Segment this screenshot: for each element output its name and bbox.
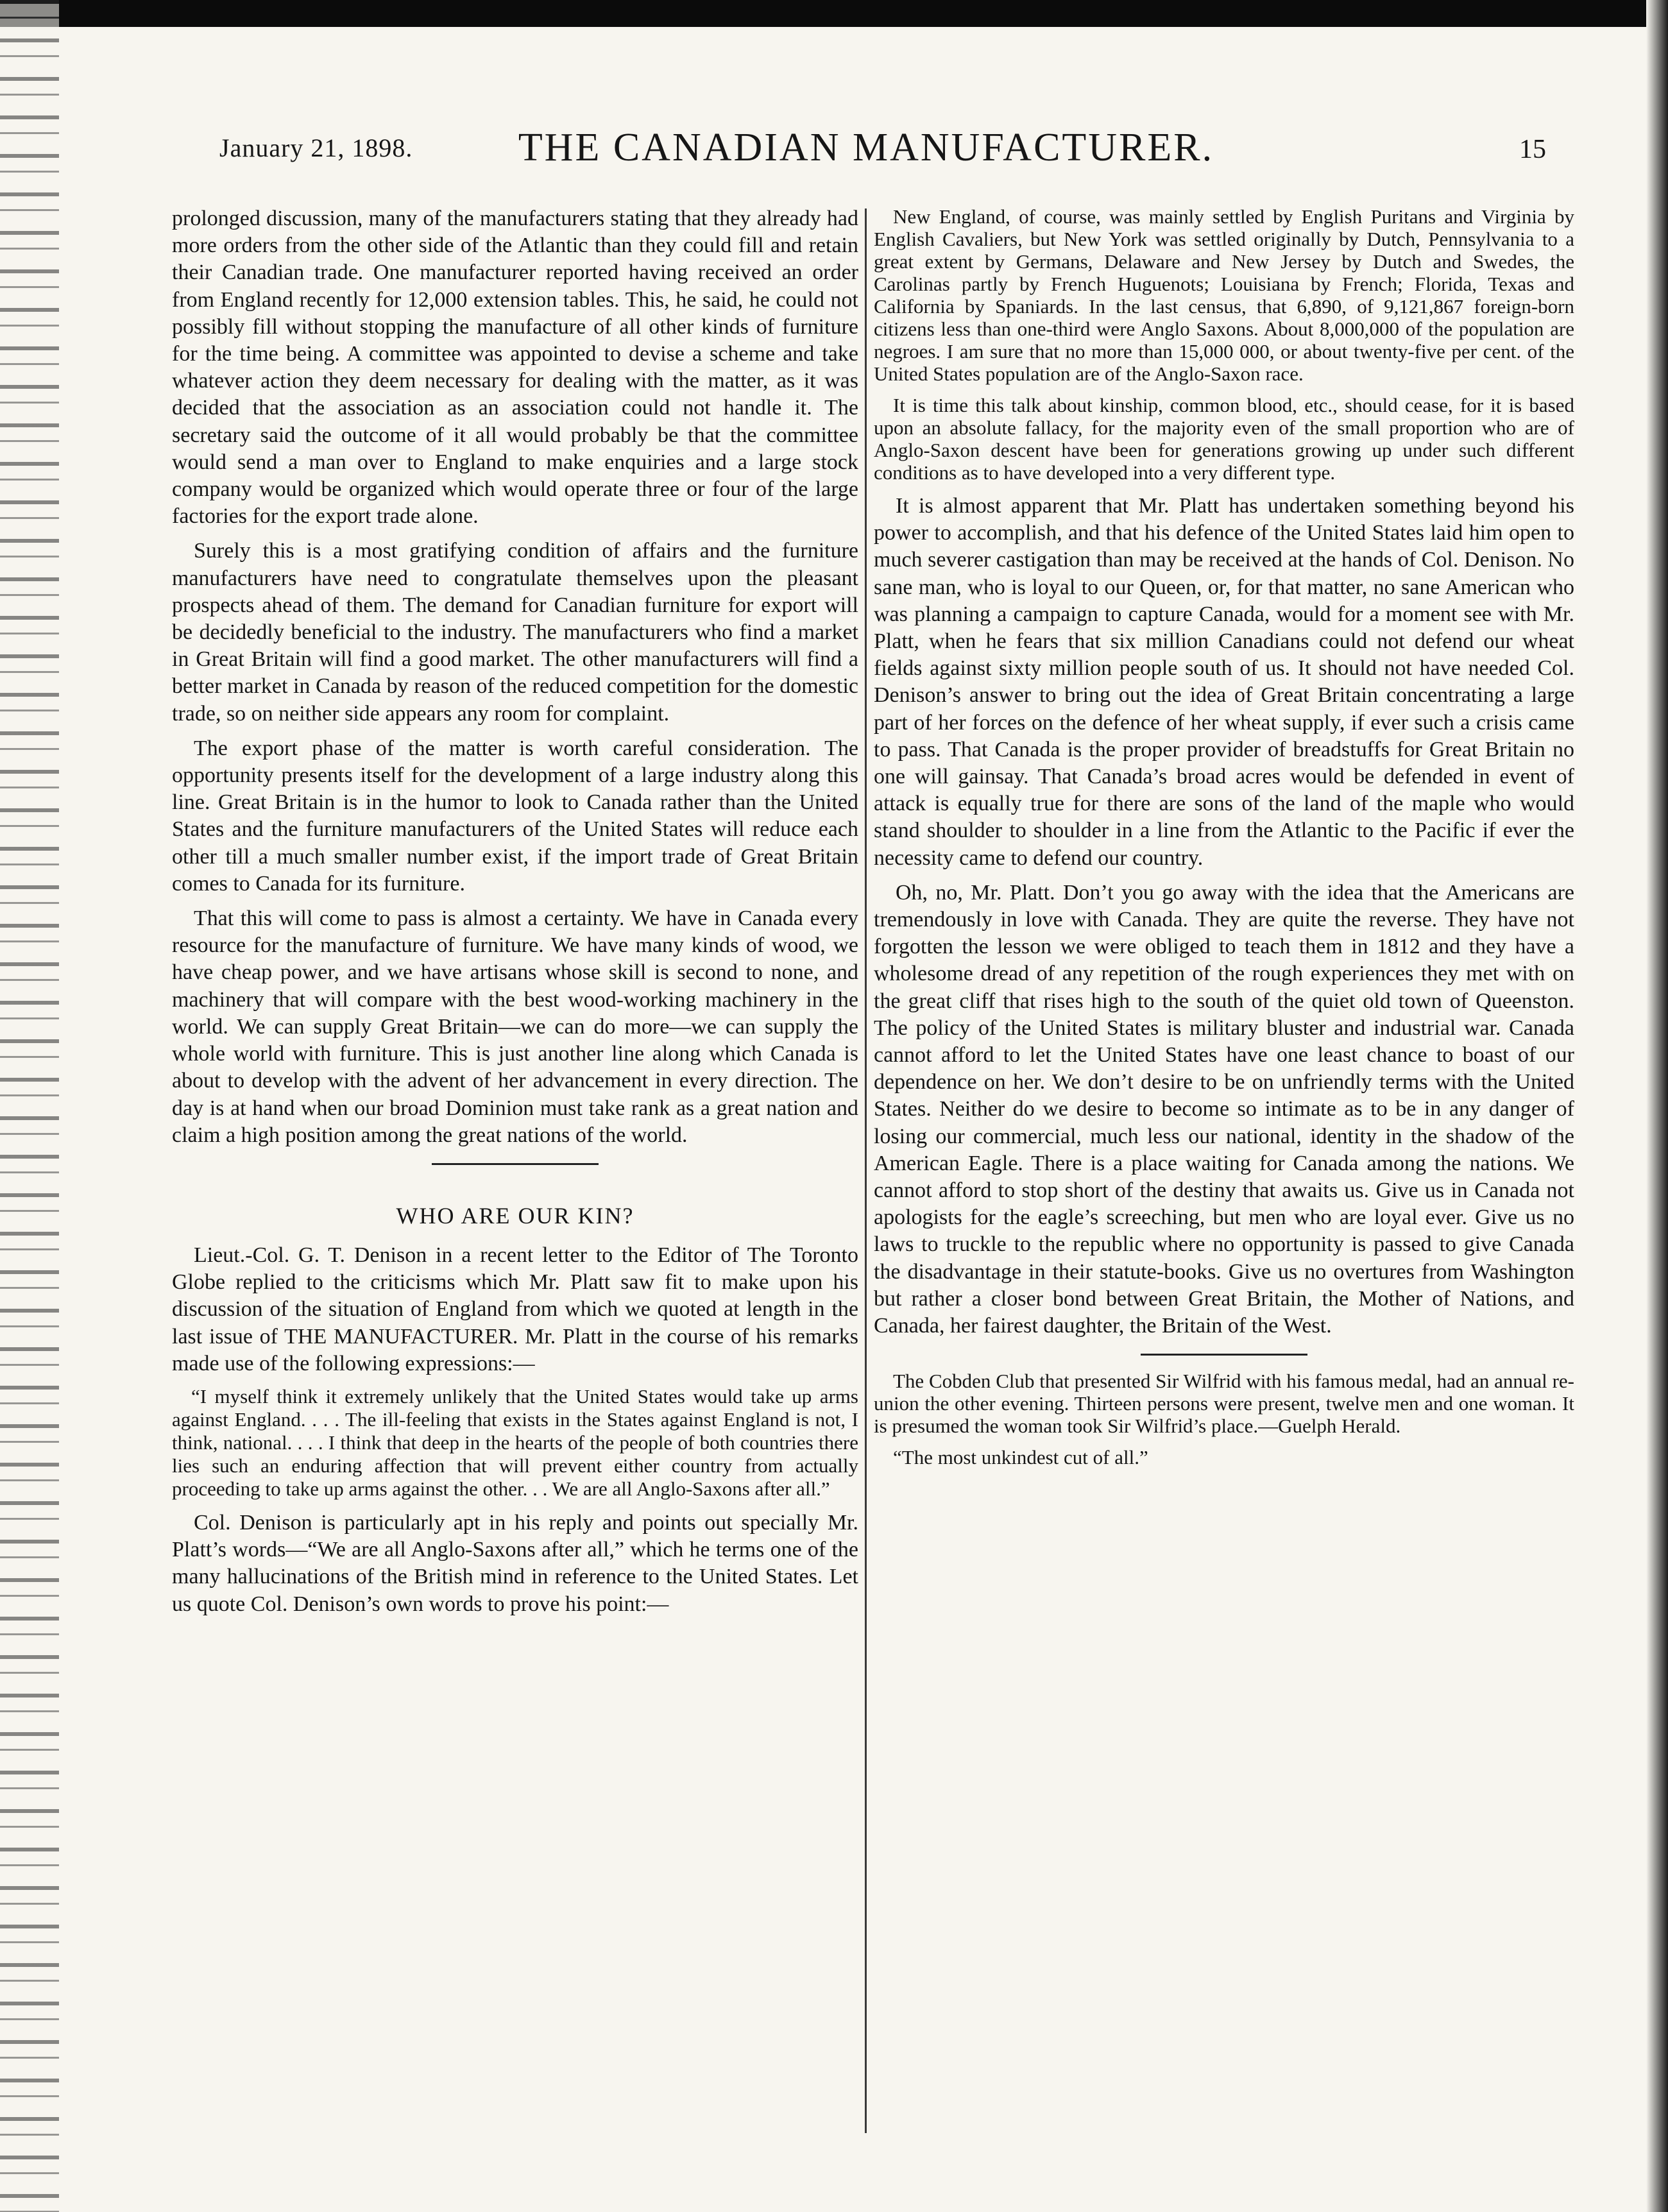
- news-item-quote: “The most unkindest cut of all.”: [893, 1446, 1148, 1469]
- news-item: The Cobden Club that presented Sir Wilfrid with his famous medal, had an annual re-union the other evening. Thirteen persons were present, twelve men and one woman. It is presumed the woman took Sir Wilfrid’s place.—Guelph Herald.: [874, 1370, 1574, 1438]
- publication-title: THE CANADIAN MANUFACTURER.: [518, 126, 1214, 169]
- article-headline: WHO ARE OUR KIN?: [396, 1202, 634, 1229]
- paragraph: Oh, no, Mr. Platt. Don’t you go away with the idea that the Americans are tremendously in love with Canada. They are quite the reverse. They have not forgotten the lesson we were obliged to teach them in 1812 and they have a wholesome dread of any repetition of the rough experiences they met with on the great cliff that rises high to the south of the quiet old town of Queenston. The policy of the United States is military bluster and industrial war. Canada cannot afford to let the United States have one least chance to boast of our dependence on her. We don’t desire to be on unfriendly terms with the United States. Neither do we desire to become so intimate as to be in any danger of losing our commercial, much less our national, identity in the shadow of the American Eagle. There is a place waiting for Canada among the nations. We cannot afford to stop short of the destiny that awaits us. Give us in Canada not apologists for the eagle’s screeching, but men who are loyal ever. Give us no laws to truckle to the republic where no opportunity is passed to give Canada the disadvantage in their statute-books. Give us no overtures from Washington but rather a closer bond between Great Britain, the Mother of Nations, and Canada, her fairest daughter, the Britain of the West.: [874, 880, 1574, 1338]
- quoted-paragraph: New England, of course, was mainly settled by English Puritans and Virginia by English Cavaliers, but New York was settled originally by Dutch, Pennsylvania to a great extent by Germans, Delaware and New Jersey by Dutch and Swedes, the Carolinas partly by French Huguenots; Louisiana by French; Florida, Texas and California by Spaniards. In the last census, that 6,890, of 9,121,867 foreign-born citizens less than one-third were Anglo Saxons. About 8,000,000 of the population are negroes. I am sure that no more than 15,000 000, or about twenty-five per cent. of the United States population are of the Anglo-Saxon race.: [874, 205, 1574, 385]
- paragraph: It is almost apparent that Mr. Platt has undertaken something beyond his power to accomplish, and that his defence of the United States laid him open to much severer castigation than may be received at the hands of Col. Denison. No sane man, who is loyal to our Queen, or, for that matter, no sane American who was planning a campaign to capture Canada, would for a moment see with Mr. Platt, when he fears that six million Canadians could not defend our wheat fields against sixty million people south of us. It should not have needed Col. Denison’s answer to bring out the idea of Great Britain concentrating a large part of her forces on the defence of her wheat supply, if ever such a crisis came to pass. That Canada is the proper provider of breadstuffs for Great Britain no one will gainsay. That Canada’s broad acres would be defended in event of attack is equally true for there are sons of the land of the maple who would stand shoulder to shoulder in a line from the Atlantic to the Pacific if ever the necessity came to defend our country.: [874, 494, 1574, 870]
- left-column: [172, 205, 858, 1626]
- paragraph: Col. Denison is particularly apt in his reply and points out specially Mr. Platt’s words—“We are all Anglo-Saxons after all,” which he terms one of the many hallucinations of the British mind in reference to the United States. Let us quote Col. Denison’s own words to prove his point:—: [172, 1510, 858, 1616]
- page-header: [186, 125, 1546, 183]
- section-rule: [1141, 1354, 1307, 1356]
- paragraph: The export phase of the matter is worth careful consideration. The opportunity presents itself for the development of a large industry along this line. Great Britain is in the humor to look to Canada rather than the United States and the furniture manufacturers of the United States will reduce each other till a much smaller number exist, if the import trade of Great Britain comes to Canada for its furniture.: [172, 736, 858, 896]
- paragraph: That this will come to pass is almost a certainty. We have in Canada every resource for the manufacture of furniture. We have many kinds of wood, we have cheap power, and we have artisans whose skill is second to none, and machinery that will compare with the best wood-working machinery in the world. We can supply Great Britain—we can do more—we can supply the whole world with furniture. This is just another line along which Canada is about to develop with the advent of her advancement in every direction. The day is at hand when our broad Dominion must take rank as a great nation and claim a high position among the great nations of the world.: [172, 906, 858, 1147]
- right-column: [874, 205, 1574, 1477]
- page-number: 15: [1519, 135, 1546, 164]
- issue-date: January 21, 1898.: [219, 133, 413, 162]
- column-divider: [865, 208, 867, 2133]
- block-quote: “I myself think it extremely unlikely that the United States would take up arms against England. . . . The ill-feeling that exists in the States against England is not, I think, national. . . . I think that deep in the hearts of the people of both countries there lies such an enduring affection that will prevent either country from actually proceeding to take up arms against the other. . . We are all Anglo-Saxons after all.”: [172, 1384, 858, 1500]
- paragraph: Lieut.-Col. G. T. Denison in a recent letter to the Editor of The Toronto Globe replied to the criticisms which Mr. Platt saw fit to make upon his discussion of the situation of England from which we quoted at length in the last issue of THE MANUFACTURER. Mr. Platt in the course of his remarks made use of the following expressions:—: [172, 1243, 858, 1375]
- paragraph: prolonged discussion, many of the manufacturers stating that they already had more orders from the other side of the Atlantic than they could fill and retain their Canadian trade. One manufacturer reported having received an order from England recently for 12,000 extension tables. This, he said, he could not possibly fill without stopping the manufacture of all other kinds of furniture for the time being. A committee was appointed to devise a scheme and take whatever action they deem necessary for dealing with the matter, as it was decided that the association as an association could not handle it. The secretary said the outcome of it all would probably be that the committee would send a man over to England to make enquiries and a large stock company would be organized which would operate three or four of the large factories for the export trade alone.: [172, 207, 858, 529]
- section-rule: [432, 1163, 599, 1165]
- scan-left-edge: [0, 0, 59, 2212]
- scan-right-edge: [1646, 0, 1668, 2212]
- quoted-paragraph: It is time this talk about kinship, common blood, etc., should cease, for it is based upon an absolute fallacy, for the majority even of the small proportion who are of Anglo-Saxon descent have been for generations growing up under such different conditions as to have developed into a very different type.: [874, 394, 1574, 484]
- paragraph: Surely this is a most gratifying condition of affairs and the furniture manufacturers have need to congratulate themselves upon the pleasant prospects ahead of them. The demand for Canadian furniture for export will be decidedly beneficial to the industry. The manufacturers who find a market in Great Britain will find a good market. The other manufacturers will find a better market in Canada by reason of the reduced competition for the domestic trade, so on neither side appears any room for complaint.: [172, 539, 858, 726]
- scan-top-border: [0, 0, 1668, 27]
